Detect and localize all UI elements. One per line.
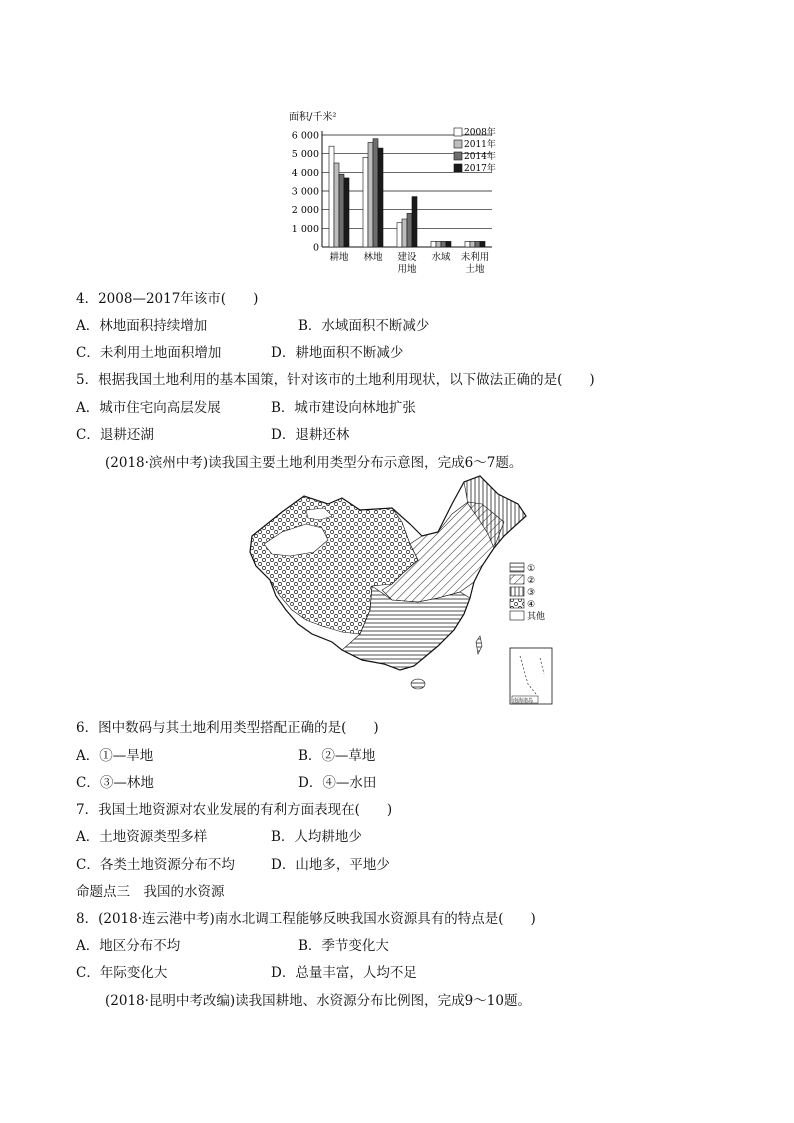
bar: [378, 148, 383, 247]
q7-stem: 7．我国土地资源对农业发展的有利方面表现在( ): [76, 802, 393, 818]
bar: [475, 241, 480, 247]
section-heading-3: 命题点三 我国的水资源: [76, 884, 225, 900]
x-tick-label: 林地: [363, 252, 383, 263]
x-tick-label: 用地: [397, 264, 417, 275]
bar-chart-svg: [280, 108, 520, 280]
map-legend: [510, 563, 545, 622]
q5-option-c[interactable]: C．退耕还湖: [76, 427, 154, 443]
bar: [339, 174, 344, 247]
south-sea-inset: [510, 648, 552, 704]
map-legend-label: ①: [527, 564, 536, 574]
x-tick-label: 水域: [431, 252, 451, 263]
legend-label: 2014年: [464, 152, 496, 162]
bar: [470, 241, 475, 247]
map-legend-swatch: [510, 599, 524, 608]
q4-option-d[interactable]: D．耕地面积不断减少: [271, 345, 404, 361]
q6-option-c[interactable]: C．③—林地: [76, 775, 154, 791]
map-legend-swatch: [510, 563, 524, 572]
bar: [368, 142, 373, 247]
y-tick-label: 4 000: [291, 167, 319, 179]
land-use-bar-chart: [280, 108, 520, 280]
q4-option-c[interactable]: C．未利用土地面积增加: [76, 345, 222, 361]
q5-option-d[interactable]: D．退耕还林: [271, 427, 350, 443]
bar: [480, 241, 485, 247]
bar: [397, 223, 402, 247]
q7-option-a[interactable]: A．土地资源类型多样: [76, 829, 208, 845]
bar: [431, 241, 436, 247]
map-legend-swatch: [510, 575, 524, 584]
q5-option-b[interactable]: B．城市建设向林地扩张: [271, 400, 416, 416]
bar: [407, 213, 412, 247]
legend-swatch: [454, 164, 462, 172]
map-legend-label: ④: [527, 600, 536, 610]
legend-label: 2011年: [464, 140, 496, 150]
bar: [363, 157, 368, 247]
legend-label: 2017年: [464, 164, 496, 174]
china-land-use-map: [242, 474, 560, 710]
bar: [436, 241, 441, 247]
bar: [334, 163, 339, 247]
intro-9-10: (2018·昆明中考改编)读我国耕地、水资源分布比例图，完成9～10题。: [105, 993, 531, 1009]
y-tick-label: 0: [312, 242, 319, 254]
map-legend-label: 其他: [527, 612, 546, 622]
chart-ylabel: 面积/千米²: [289, 112, 337, 123]
q8-option-a[interactable]: A．地区分布不均: [76, 938, 181, 954]
bar: [402, 219, 407, 247]
inset-label: 南海诸岛: [513, 698, 534, 704]
bar: [329, 146, 334, 247]
bar: [344, 178, 349, 247]
x-tick-label: 未利用: [460, 252, 490, 263]
q7-option-d[interactable]: D．山地多，平地少: [271, 857, 390, 873]
bar: [446, 241, 451, 247]
bar: [465, 241, 470, 247]
q8-stem: 8．(2018·连云港中考)南水北调工程能够反映我国水资源具有的特点是( ): [76, 911, 536, 927]
y-tick-label: 2 000: [291, 205, 319, 217]
q8-option-b[interactable]: B．季节变化大: [298, 938, 389, 954]
bar: [441, 241, 446, 247]
q5-stem: 5．根据我国土地利用的基本国策，针对该市的土地利用现状，以下做法正确的是( ): [76, 372, 595, 388]
y-tick-label: 3 000: [291, 186, 319, 198]
legend-swatch: [454, 128, 462, 136]
legend-swatch: [454, 152, 462, 160]
q8-option-d[interactable]: D．总量丰富，人均不足: [271, 965, 417, 981]
map-legend-swatch: [510, 611, 524, 620]
bar: [412, 197, 417, 247]
x-tick-label: 建设: [397, 252, 417, 263]
x-tick-label: 土地: [465, 264, 485, 275]
y-tick-label: 1 000: [291, 223, 319, 235]
hainan-island: [411, 679, 425, 689]
legend-swatch: [454, 140, 462, 148]
map-svg: [242, 474, 560, 710]
q4-option-a[interactable]: A．林地面积持续增加: [76, 318, 208, 334]
intro-6-7: (2018·滨州中考)读我国主要土地利用类型分布示意图，完成6～7题。: [105, 455, 523, 471]
map-legend-label: ③: [527, 588, 536, 598]
q4-option-b[interactable]: B．水域面积不断减少: [298, 318, 430, 334]
x-tick-label: 耕地: [329, 252, 349, 263]
taiwan-island: [476, 636, 482, 654]
q5-option-a[interactable]: A．城市住宅向高层发展: [76, 400, 221, 416]
q6-stem: 6．图中数码与其土地利用类型搭配正确的是( ): [76, 720, 379, 736]
legend-label: 2008年: [464, 128, 496, 138]
q8-option-c[interactable]: C．年际变化大: [76, 965, 168, 981]
y-tick-label: 6 000: [291, 130, 319, 142]
q7-option-c[interactable]: C．各类土地资源分布不均: [76, 857, 235, 873]
map-legend-label: ②: [527, 576, 536, 586]
bar: [373, 139, 378, 247]
q6-option-a[interactable]: A．①—旱地: [76, 748, 154, 764]
q6-option-d[interactable]: D．④—水田: [298, 775, 377, 791]
map-legend-swatch: [510, 587, 524, 596]
q4-stem: 4．2008—2017年该市( ): [76, 291, 259, 307]
q6-option-b[interactable]: B．②—草地: [298, 748, 376, 764]
y-tick-label: 5 000: [291, 149, 319, 161]
q7-option-b[interactable]: B．人均耕地少: [271, 829, 362, 845]
